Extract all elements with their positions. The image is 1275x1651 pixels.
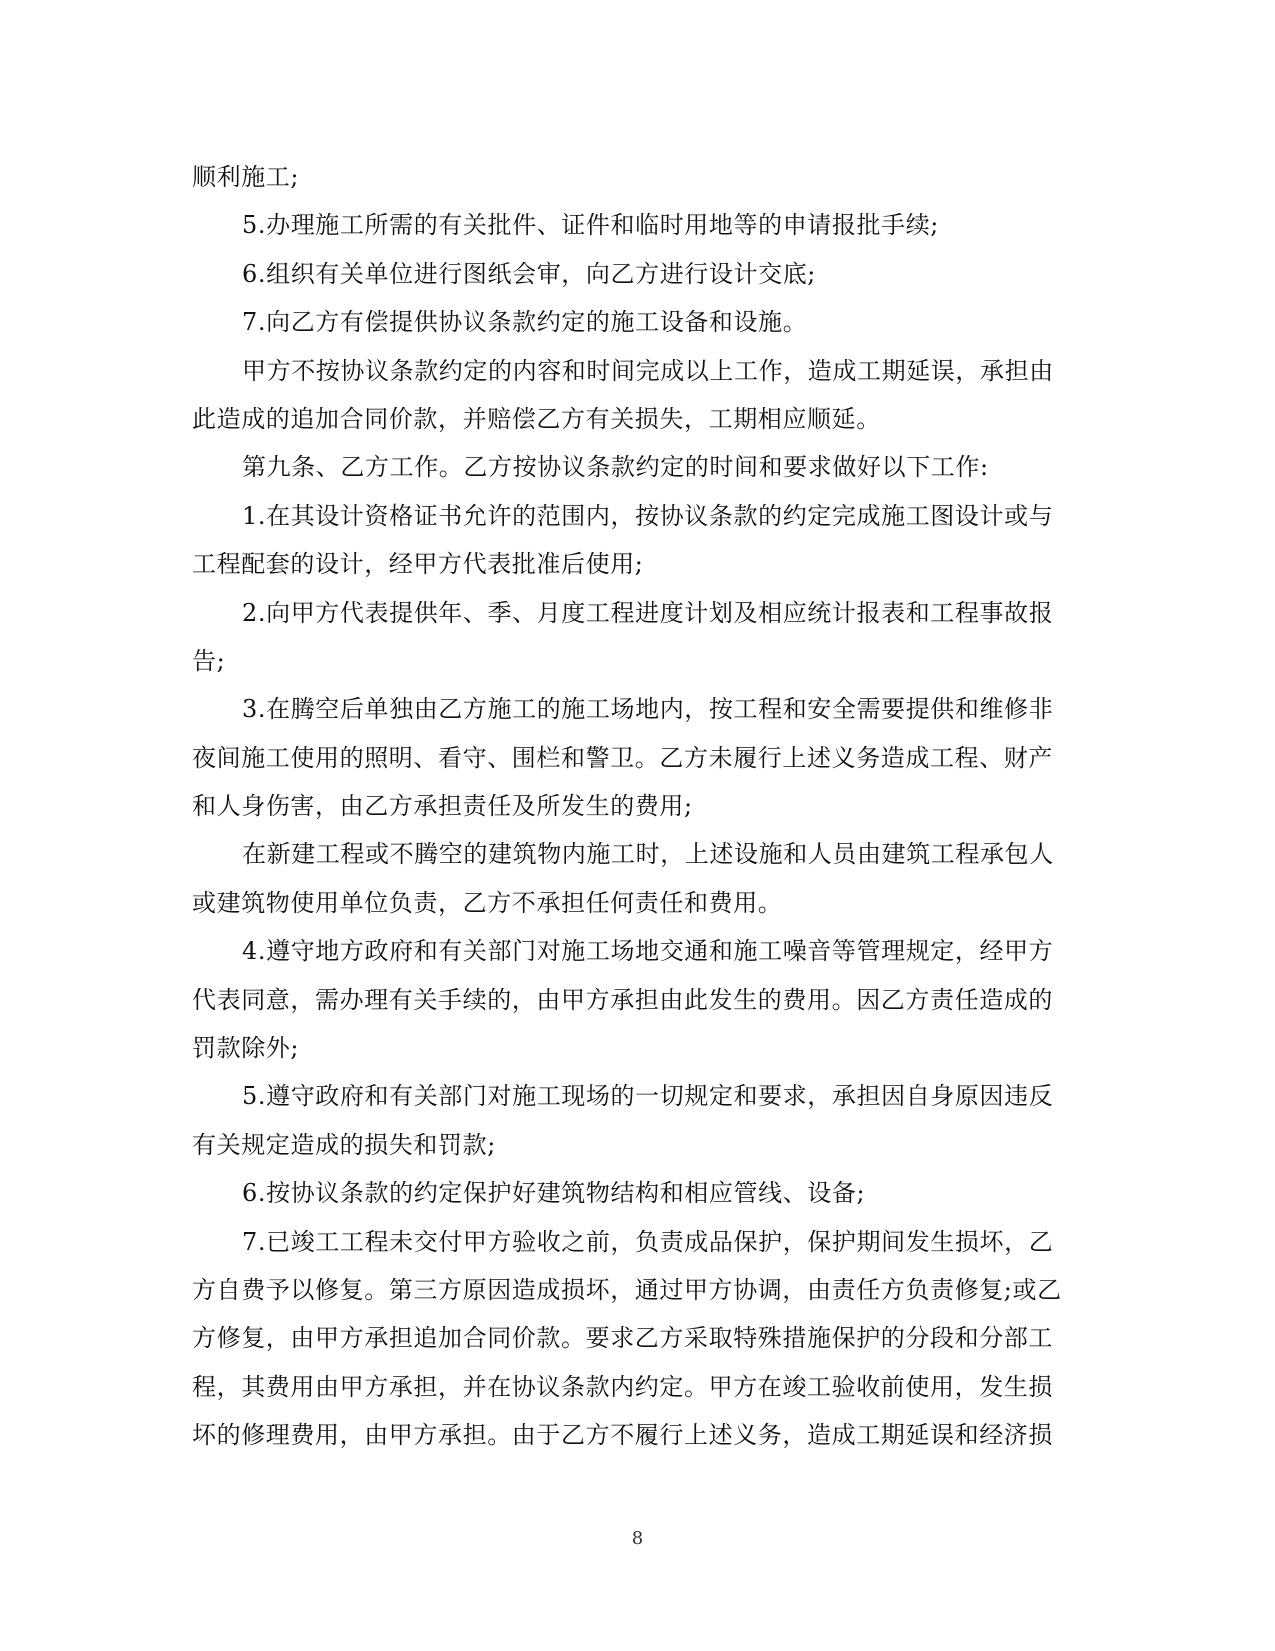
- text-line: 此造成的追加合同价款，并赔偿乙方有关损失，工期相应顺延。: [192, 404, 881, 433]
- text-line: 6.按协议条款的约定保护好建筑物结构和相应管线、设备;: [242, 1179, 866, 1208]
- text-line: 坏的修理费用，由甲方承担。由于乙方不履行上述义务，造成工期延误和经济损: [192, 1421, 1053, 1450]
- text-line: 3.在腾空后单独由乙方施工的施工场地内，按工程和安全需要提供和维修非: [242, 695, 1054, 724]
- text-line: 或建筑物使用单位负责，乙方不承担任何责任和费用。: [192, 888, 783, 917]
- text-line: 在新建工程或不腾空的建筑物内施工时，上述设施和人员由建筑工程承包人: [242, 840, 1054, 869]
- text-line: 方自费予以修复。第三方原因造成损坏，通过甲方协调，由责任方负责修复;或乙: [192, 1275, 1062, 1304]
- text-line: 7.向乙方有偿提供协议条款约定的施工设备和设施。: [242, 308, 808, 337]
- text-line: 4.遵守地方政府和有关部门对施工场地交通和施工噪音等管理规定，经甲方: [242, 937, 1054, 966]
- text-line: 罚款除外;: [192, 1034, 300, 1063]
- text-line: 代表同意，需办理有关手续的，由甲方承担由此发生的费用。因乙方责任造成的: [192, 985, 1053, 1014]
- page-number: 8: [631, 1528, 644, 1549]
- text-line: 2.向甲方代表提供年、季、月度工程进度计划及相应统计报表和工程事故报: [242, 598, 1054, 627]
- text-line: 有关规定造成的损失和罚款;: [192, 1130, 496, 1159]
- text-line: 顺利施工;: [192, 163, 300, 191]
- text-line: 甲方不按协议条款约定的内容和时间完成以上工作，造成工期延误，承担由: [242, 356, 1054, 385]
- text-line: 5.遵守政府和有关部门对施工现场的一切规定和要求，承担因自身原因违反: [242, 1082, 1054, 1111]
- text-line: 1.在其设计资格证书允许的范围内，按协议条款的约定完成施工图设计或与: [242, 501, 1054, 530]
- text-line: 夜间施工使用的照明、看守、围栏和警卫。乙方未履行上述义务造成工程、财产: [192, 743, 1053, 772]
- text-line: 方修复，由甲方承担追加合同价款。要求乙方采取特殊措施保护的分段和分部工: [192, 1324, 1053, 1353]
- text-line: 5.办理施工所需的有关批件、证件和临时用地等的申请报批手续;: [242, 211, 939, 240]
- text-line: 告;: [192, 646, 226, 675]
- text-line: 和人身伤害，由乙方承担责任及所发生的费用;: [192, 792, 693, 821]
- text-line: 7.已竣工工程未交付甲方验收之前，负责成品保护，保护期间发生损坏，乙: [242, 1227, 1054, 1256]
- body-text: [192, 153, 1070, 1460]
- text-line: 第九条、乙方工作。乙方按协议条款约定的时间和要求做好以下工作:: [242, 453, 989, 482]
- text-line: 6.组织有关单位进行图纸会审，向乙方进行设计交底;: [242, 259, 816, 288]
- text-line: 工程配套的设计，经甲方代表批准后使用;: [192, 550, 644, 579]
- text-line: 程，其费用由甲方承担，并在协议条款内约定。甲方在竣工验收前使用，发生损: [192, 1372, 1053, 1401]
